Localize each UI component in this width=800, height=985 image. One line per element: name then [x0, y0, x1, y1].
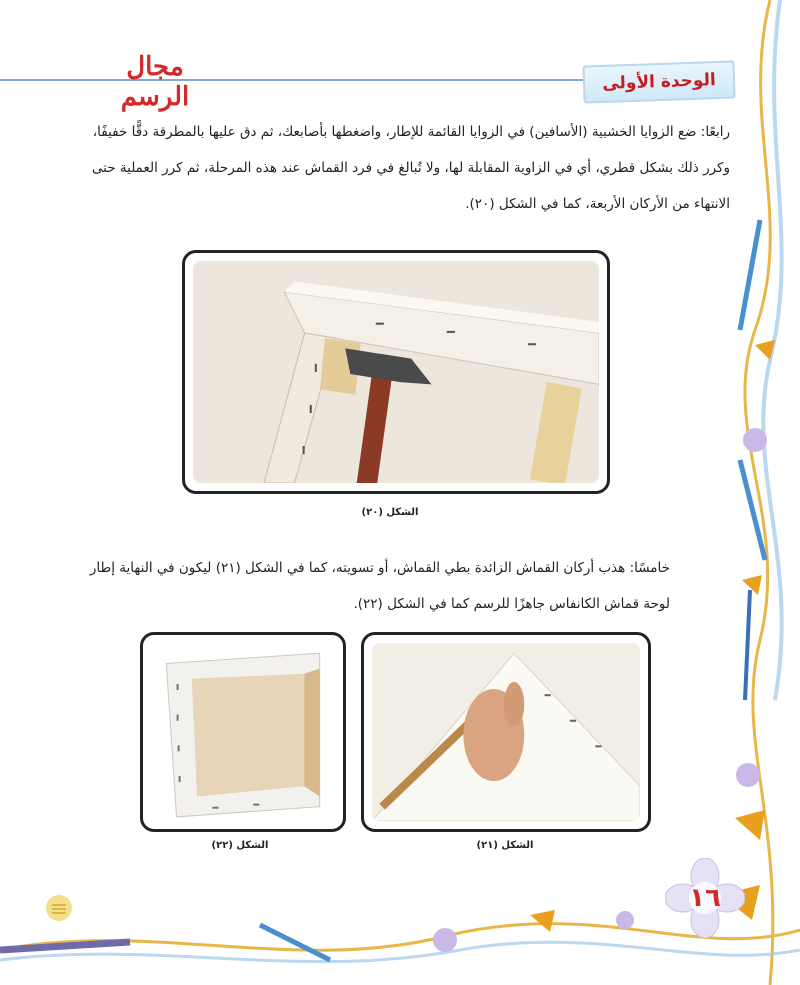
- domain-title: مجال الرسم: [120, 52, 190, 112]
- figure-20-caption: الشكل (٢٠): [361, 507, 419, 518]
- hammer-frame-image: [193, 261, 599, 483]
- butterfly-icon: [530, 910, 555, 932]
- butterfly-icon: [742, 575, 762, 595]
- publisher-logo-icon: [44, 893, 74, 923]
- figure-22-caption: الشكل (٢٢): [211, 840, 269, 851]
- flower-icon: [743, 428, 767, 452]
- butterfly-icon: [735, 810, 765, 840]
- figure-22-photo: [140, 632, 346, 832]
- figure-21-photo: [361, 632, 651, 832]
- header-rule: [0, 79, 590, 81]
- page-number: ١٦: [689, 883, 721, 913]
- folding-corner-image: [372, 643, 640, 821]
- paragraph-step-four: رابعًا: ضع الزوايا الخشبية (الأسافين) في الزوايا القائمة للإطار، واضغطها بأصابعك، ثم دق عليها بالمطرقة دقًّا خفيفًا، وكرر ذلك بشكل قطري، أي في الزاوية المقابلة لها، ولا تُبالغ في فرد القماش عند هذه المرحلة، ثم كرر العملية حتى الانتهاء من الأركان الأربعة، كما في الشكل (٢٠).: [91, 124, 730, 212]
- figure-20-photo: [182, 250, 610, 494]
- paintbrush-icon: [0, 942, 130, 950]
- flower-icon: [616, 911, 634, 929]
- brush-icon: [745, 590, 750, 700]
- right-decorative-border: [700, 0, 800, 985]
- finished-canvas-image: [151, 643, 335, 821]
- paragraph-step-five: خامسًا: هذب أركان القماش الزائدة بطي القماش، أو تسويته، كما في الشكل (٢١) ليكون في النهاية إطار لوحة قماش الكانفاس جاهزًا للرسم كما في الشكل (٢٢).: [89, 560, 670, 612]
- flower-icon: [736, 763, 760, 787]
- unit-title: الوحدة الأولى: [601, 70, 717, 94]
- pencil-icon: [260, 925, 330, 960]
- figure-21-caption: الشكل (٢١): [476, 840, 534, 851]
- pencil-icon: [740, 220, 760, 330]
- flower-icon: [433, 928, 457, 952]
